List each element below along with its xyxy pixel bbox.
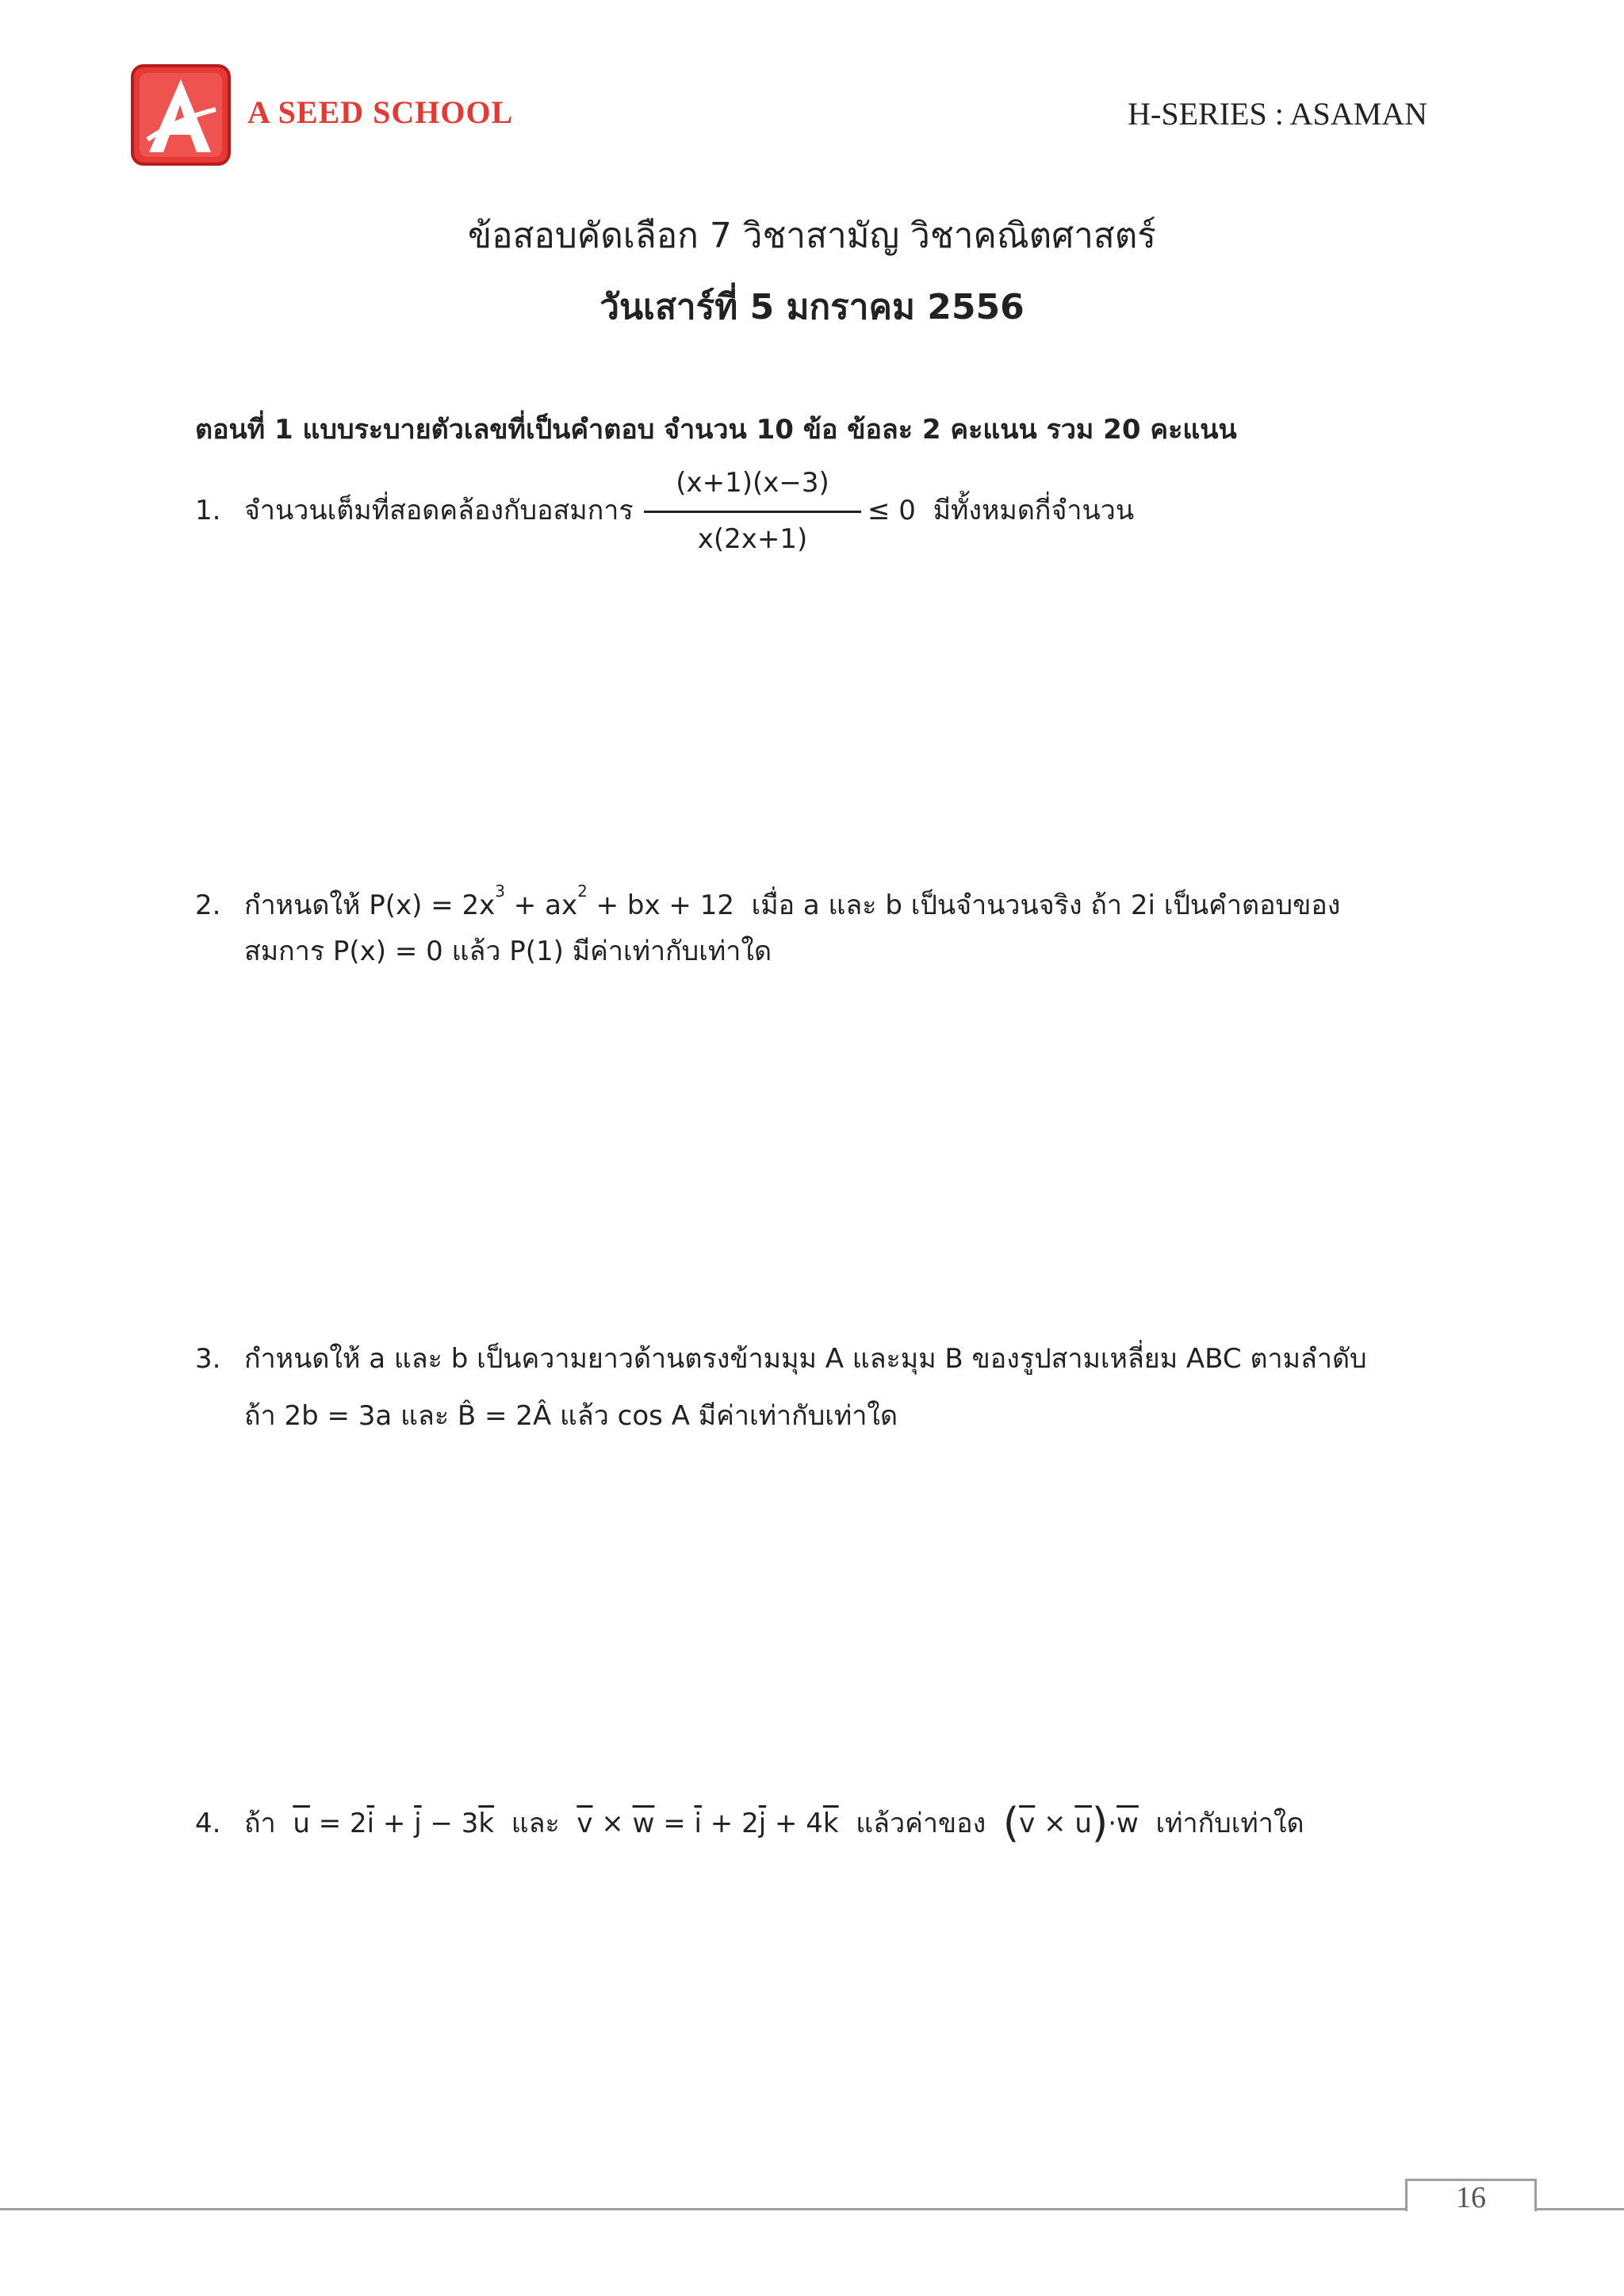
series-label: H-SERIES : ASAMAN bbox=[1128, 96, 1427, 132]
school-logo-icon bbox=[130, 63, 232, 166]
cross-product-equation: $\overline{v} \times \overline{w} = \overline{i} + 2\overline{j} + 4\overline{k}$ bbox=[576, 1808, 839, 1839]
question-1-tail bbox=[868, 492, 1134, 530]
dot-product-expression: $(\overline{v} \times \overline{u})\cdot\overline{w}$ bbox=[1002, 1800, 1139, 1847]
question-text: จำนวนเต็มที่สอดคล้องกับอสมการ bbox=[244, 495, 634, 526]
question-number: 1. bbox=[195, 495, 221, 526]
inequality-relation: ≤ 0 bbox=[868, 495, 916, 526]
question-number: 2. bbox=[195, 890, 221, 921]
inequality-fraction bbox=[644, 460, 861, 562]
question-1 bbox=[195, 492, 634, 530]
question-text: กำหนดให้ bbox=[244, 890, 361, 921]
question-text: กำหนดให้ a และ b เป็นความยาวด้านตรงข้ามมุม A และมุม B ของรูปสามเหลี่ยม ABC ตามลำดับ bbox=[244, 1343, 1367, 1375]
question-3-line2: ถ้า 2b = 3a และ B̂ = 2Â แล้ว cos A มีค่าเท่ากับเท่าใด bbox=[244, 1400, 898, 1432]
fraction-denominator: x(2x+1) bbox=[697, 523, 808, 555]
exam-title: ข้อสอบคัดเลือก 7 วิชาสามัญ วิชาคณิตศาสตร์ bbox=[468, 216, 1156, 256]
polynomial: $P(x) = 2x^3 + ax^2$ + bx + 12 bbox=[369, 882, 734, 921]
question-4: 4. ถ้า $\overline{u} = 2\overline{i} + \overline{j} - 3\overline{k}$ และ $\overline{v} \times \overline{w} = \overline{i} + 2\overline{j} + 4\overline{k}$ แล้วค่าของ $(\overline{v} \times \overline{u})\cdot\overline{w}$ เท่ากับเท่าใด bbox=[195, 1800, 1304, 1847]
question-text: เมื่อ a และ b เป็นจำนวนจริง ถ้า 2i เป็นคำตอบของ bbox=[751, 890, 1341, 921]
question-number: 3. bbox=[195, 1343, 221, 1375]
question-3 bbox=[195, 1340, 1367, 1378]
vector-equation: $\overline{u} = 2\overline{i} + \overline{j} - 3\overline{k}$ bbox=[293, 1808, 495, 1839]
fraction-bar bbox=[644, 511, 861, 513]
question-number: 4. bbox=[195, 1808, 221, 1839]
fraction-numerator: (x+1)(x−3) bbox=[676, 467, 829, 499]
school-name: A SEED SCHOOL bbox=[247, 94, 514, 130]
question-2-line2: สมการ P(x) = 0 แล้ว P(1) มีค่าเท่ากับเท่าใด bbox=[244, 936, 772, 967]
footer-rule bbox=[0, 2208, 1624, 2210]
exam-date: วันเสาร์ที่ 5 มกราคม 2556 bbox=[599, 287, 1025, 327]
section-heading: ตอนที่ 1 แบบระบายตัวเลขที่เป็นคำตอบ จำนวน 10 ข้อ ข้อละ 2 คะแนน รวม 20 คะแนน bbox=[195, 414, 1237, 446]
page-number: 16 bbox=[1456, 2181, 1486, 2214]
question-2 bbox=[195, 872, 1340, 924]
question-text: มีทั้งหมดกี่จำนวน bbox=[933, 495, 1135, 526]
